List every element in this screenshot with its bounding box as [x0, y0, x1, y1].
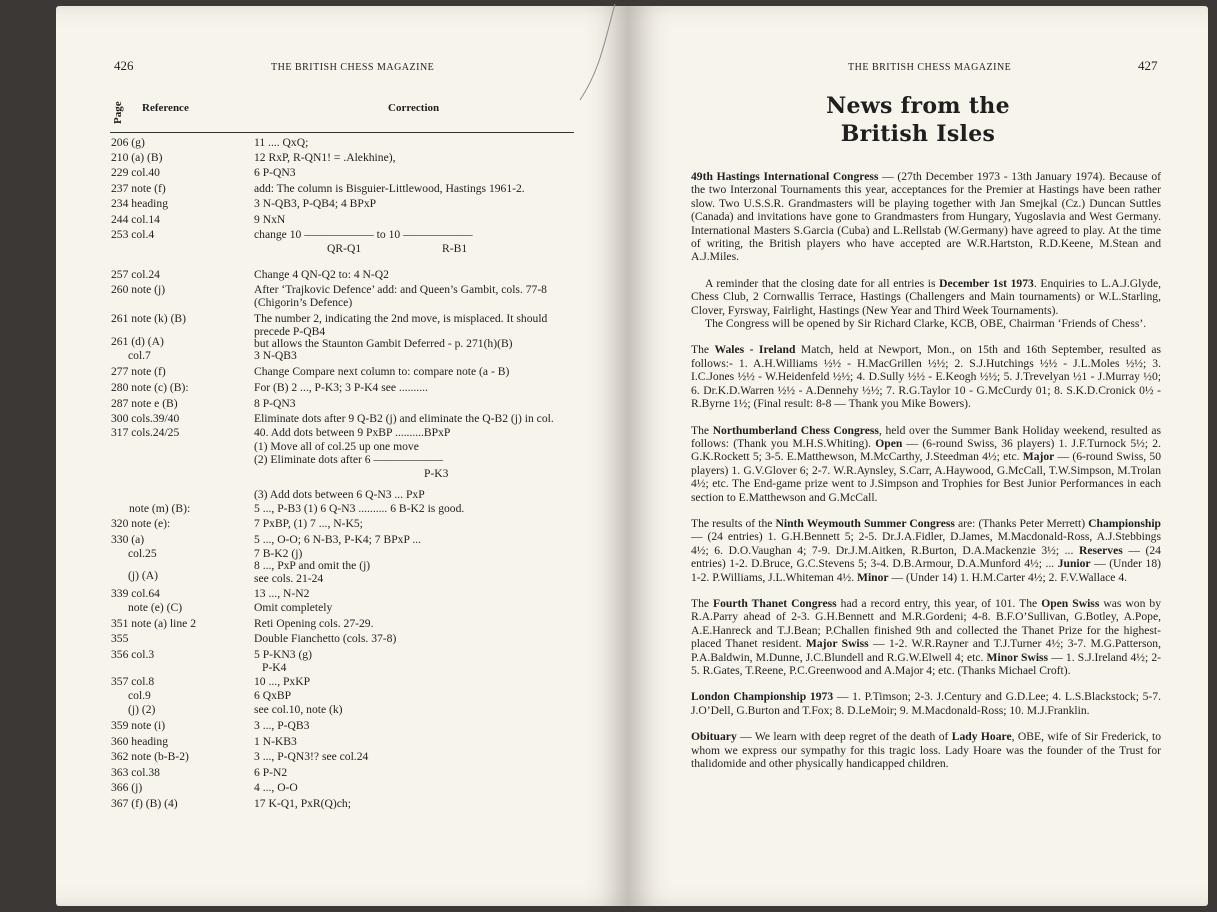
- article-text: — (27th December 1973 - 13th January 1974). Because of the two Interzonal Tournaments this year, acceptances for the Premier at Hastings have been rather slow. Two U.S.S.R. Grandmasters will be playing together with Jan Smejkal (Cz.) Duncan Suttles (Canada) and invitations have gone to Grandmasters from Hungary, Yugoslavia and West Germany. International Masters S.Garcia (Cuba) and L.Rellstab (W.Germany) have agreed to play. At the time of writing, the British players who have accepted are W.R.Hartston, R.D.Keene, M.Stean and A.J.Miles.: [691, 170, 1161, 264]
- correction-entry: precede P-QB4: [254, 325, 326, 338]
- correction-entry: 13 ..., N-N2: [254, 587, 310, 600]
- reference-entry: 244 col.14: [111, 213, 160, 226]
- correction-entry: 40. Add dots between 9 PxBP ..........BPxP: [254, 426, 451, 439]
- reference-entry: col.25: [128, 547, 157, 560]
- column-header-correction: Correction: [388, 102, 440, 114]
- correction-entry: Change Compare next column to: compare note (a - B): [254, 365, 510, 378]
- article-heading: Ninth Weymouth Summer Congress: [775, 516, 955, 530]
- reference-entry: 210 (a) (B): [111, 151, 163, 164]
- news-articles: [691, 170, 1161, 783]
- article-northumberland: [691, 424, 1161, 504]
- article-weymouth: [691, 517, 1161, 584]
- section-label: Junior: [1057, 557, 1091, 571]
- correction-entry: 9 NxN: [254, 213, 286, 226]
- running-head: THE BRITISH CHESS MAGAZINE: [848, 62, 1012, 73]
- correction-entry: change 10 —————— to 10 ——————: [254, 228, 473, 241]
- correction-entry: P-K4: [262, 661, 287, 674]
- page-title: [628, 92, 1208, 148]
- left-page: [56, 6, 628, 906]
- article-heading: Obituary: [691, 730, 737, 744]
- right-page: [628, 6, 1208, 906]
- column-header-page: Page: [112, 101, 124, 124]
- correction-entry: 12 RxP, R-QN1! = .Alekhine),: [254, 151, 396, 164]
- article-text: — (24 entries) 1. G.H.Bennett 5; 2-5. Dr.J.A.Fidler, D.James, M.Macdonald-Ross, A.J.Stebbings 4½; 6. D.O.Vaughan 4; 7-9. Dr.J.M.Aitken, R.Burton, D.A.Mackenzie 3½; ...: [691, 530, 1161, 557]
- reference-entry: 261 note (k) (B): [111, 312, 187, 325]
- section-label: Reserves: [1078, 543, 1123, 557]
- article-text: was won by R.A.Parry ahead of 2-3. G.H.Bennett and M.R.Gordeni; 4-8. B.F.O’Sullivan, G.Botley, A.Pope, A.E.Hanreck and T.J.Bean; P.Challen finished 9th and collected the Thanet Prize for the highest-placed Thanet resident.: [691, 596, 1161, 651]
- article-text: . Enquiries to L.A.J.Glyde, Chess Club, 2 Cornwallis Terrace, Hastings (Challengers and Main tournaments) or W.L.Starling, Clover, Fyrsway, Fairlight, Hastings (New Year and Third Week Tournaments).: [691, 276, 1161, 317]
- article-text: had a record entry, this year, of 101. The: [836, 596, 1042, 610]
- correction-entry: 7 PxBP, (1) 7 ..., N-K5;: [254, 517, 363, 530]
- article-text: — We learn with deep regret of the death of: [736, 730, 952, 744]
- reference-entry: (j) (A): [128, 569, 158, 582]
- correction-entry: 3 ..., P-QN3!? see col.24: [254, 750, 369, 763]
- section-label: Championship: [1088, 516, 1161, 530]
- article-hastings-opening: [691, 317, 1161, 330]
- correction-entry: (3) Add dots between 6 Q-N3 ... PxP: [254, 488, 425, 501]
- column-header-reference: Reference: [142, 102, 189, 114]
- reference-entry: 363 col.38: [111, 766, 160, 779]
- reference-entry: 320 note (e):: [111, 517, 171, 530]
- reference-entry: 237 note (f): [111, 182, 166, 195]
- correction-entry: 5 P-KN3 (g): [254, 648, 312, 661]
- correction-entry: see cols. 21-24: [254, 572, 324, 585]
- correction-entry: 6 QxBP: [254, 689, 292, 702]
- reference-entry: 339 col.64: [111, 587, 160, 600]
- article-text: , OBE, wife of Sir Frederick, to whom we express our sympathy for this tragic loss. Lady Hoare was the founder of the Trust for thalidomide and other physically handicapped children.: [691, 730, 1161, 771]
- correction-entry: see col.10, note (k): [254, 703, 343, 716]
- correction-entry: 10 ..., PxKP: [254, 675, 311, 688]
- correction-entry: QR-Q1: [327, 242, 362, 255]
- article-heading: Northumberland Chess Congress: [712, 423, 879, 437]
- article-text: The: [691, 343, 715, 357]
- page-number: 426: [114, 58, 134, 73]
- correction-entry: The number 2, indicating the 2nd move, is misplaced. It should: [254, 312, 548, 325]
- section-label: Minor Swiss: [986, 650, 1049, 664]
- reference-entry: 360 heading: [111, 735, 168, 748]
- correction-entry: 8 P-QN3: [254, 397, 296, 410]
- article-text: A reminder that the closing date for all entries is: [705, 276, 940, 290]
- reference-entry: 356 col.3: [111, 648, 155, 661]
- reference-entry: 351 note (a) line 2: [111, 617, 196, 630]
- article-text: — 1-2. W.R.Rayner and T.J.Turner 4½; 3-7. M.G.Patterson, P.A.Baldwin, M.Dunne, J.C.Blundell and R.G.W.Elwell 4; etc.: [691, 637, 1161, 664]
- article-hastings-reminder: [691, 277, 1161, 317]
- article-obituary: [691, 730, 1161, 770]
- reference-entry: 366 (j): [111, 781, 143, 794]
- reference-entry: (j) (2): [128, 703, 156, 716]
- reference-entry: col.7: [128, 349, 151, 362]
- section-label: Open Swiss: [1041, 596, 1100, 610]
- correction-entry: 1 N-KB3: [254, 735, 297, 748]
- correction-entry: (Chigorin’s Defence): [254, 296, 353, 309]
- correction-entry: (1) Move all of col.25 up one move: [254, 440, 419, 453]
- article-text: — 1. P.Timson; 2-3. J.Century and G.D.Lee; 4. L.S.Blackstock; 5-7. J.O’Dell, G.Burton and T.Fox; 8. D.LeMoir; 9. M.Macdonald-Ross; 10. M.J.Franklin.: [691, 690, 1161, 717]
- correction-entry: 8 ..., PxP and omit the (j): [254, 559, 371, 572]
- article-london: [691, 690, 1161, 717]
- section-label: Minor: [857, 570, 889, 584]
- correction-entry: add: The column is Bisguier-Littlewood, Hastings 1961-2.: [254, 182, 525, 195]
- correction-entry: 4 ..., O-O: [254, 781, 298, 794]
- reference-entry: 287 note e (B): [111, 397, 178, 410]
- article-text: The: [691, 596, 714, 610]
- reference-entry: 229 col.40: [111, 166, 160, 179]
- correction-entry: but allows the Staunton Gambit Deferred - p. 271(h)(B): [254, 337, 513, 350]
- correction-entry: 3 N-QB3, P-QB4; 4 BPxP: [254, 197, 377, 210]
- reference-entry: 280 note (c) (B):: [111, 381, 189, 394]
- correction-entry: After ‘Trajkovic Defence’ add: and Queen’s Gambit, cols. 77-8: [254, 283, 547, 296]
- running-head: THE BRITISH CHESS MAGAZINE: [271, 62, 435, 73]
- article-text: — (6-round Swiss, 50 players) 1. G.V.Glover 6; 2-7. W.R.Aynsley, S.Carr, A.Haywood, G.McCall, T.W.Simpson, M.Trolan 4½; etc. The End-game prize went to J.Simpson and Trophies for Best Junior Performances in each section to E.Matthewson and G.McCall.: [691, 450, 1161, 504]
- correction-entry: 6 P-QN3: [254, 166, 296, 179]
- article-text: The results of the: [691, 516, 776, 530]
- reference-entry: note (m) (B):: [129, 502, 191, 515]
- correction-entry: For (B) 2 ..., P-K3; 3 P-K4 see ..........: [254, 381, 428, 394]
- reference-entry: 359 note (i): [111, 719, 166, 732]
- correction-entry: 5 ..., P-B3 (1) 6 Q-N3 .......... 6 B-K2 is good.: [254, 502, 465, 515]
- reference-entry: 317 cols.24/25: [111, 426, 180, 439]
- article-text: The Congress will be opened by Sir Richard Clarke, KCB, OBE, Chairman ‘Friends of Chess’.: [705, 317, 1147, 331]
- article-text: — (6-round Swiss, 36 players) 1. J.F.Turnock 5½; 2. G.K.Rockett 5; 3-5. E.Matthewson, M.McCarthy, J.Steedman 4½; etc.: [691, 436, 1161, 464]
- correction-entry: Change 4 QN-Q2 to: 4 N-Q2: [254, 268, 389, 281]
- correction-entry: Omit completely: [254, 601, 333, 614]
- article-text: are: (Thanks Peter Merrett): [954, 516, 1089, 530]
- reference-entry: 234 heading: [111, 197, 168, 210]
- reference-entry: 300 cols.39/40: [111, 412, 180, 425]
- correction-entry: P-K3: [424, 467, 449, 480]
- article-heading: 49th Hastings International Congress: [691, 170, 879, 183]
- correction-entry: 5 ..., O-O; 6 N-B3, P-K4; 7 BPxP ...: [254, 533, 422, 546]
- article-text: The: [691, 423, 713, 437]
- article-heading: London Championship 1973: [691, 690, 834, 704]
- correction-entry: 17 K-Q1, PxR(Q)ch;: [254, 797, 351, 810]
- correction-entry: R-B1: [442, 242, 468, 255]
- article-hastings: [691, 170, 1161, 264]
- reference-entry: 362 note (b-B-2): [111, 750, 189, 763]
- reference-entry: 357 col.8: [111, 675, 155, 688]
- reference-entry: 260 note (j): [111, 283, 166, 296]
- section-label: Major Swiss: [805, 637, 869, 651]
- reference-entry: 355: [111, 632, 129, 645]
- reference-entry: 277 note (f): [111, 365, 166, 378]
- title-line: News from the: [826, 93, 1010, 119]
- article-text: Match, held at Newport, Mon., on 15th and 16th September, resulted as follows:- 1. A.H.Williams ½½ - H.MacGrillen ½½; 2. S.J.Hutchings ½½ - J.L.Moles ½½; 3. I.C.Jones ½½ - W.Heidenfeld ½½; 4. D.Sully ½½ - E.Keogh ½½; 5. J.Trevelyan ½1 - J.Murray ½0; 6. Dr.K.D.Warren ½½ - A.Dennehy ½½; 7. R.G.Taylor 10 - G.McCurdy 01; 8. S.K.D.Cronick 0½ - R.Byrne 1½; (Final result: 8-8 — Thank you Mike Bowers).: [691, 343, 1161, 411]
- reference-entry: 257 col.24: [111, 268, 160, 281]
- reference-entry: 206 (g): [111, 136, 145, 149]
- pencil-mark: [560, 0, 620, 110]
- correction-entry: Double Fianchetto (cols. 37-8): [254, 632, 397, 645]
- page-number: 427: [1138, 58, 1158, 73]
- article-heading: Fourth Thanet Congress: [713, 596, 837, 610]
- correction-entry: Reti Opening cols. 27-29.: [254, 617, 374, 630]
- article-text: — (24 entries) 1-2. D.Bruce, G.C.Stevens 5; 3-4. D.B.Armour, D.A.Munford 4½; ...: [691, 543, 1161, 571]
- correction-entry: 3 ..., P-QB3: [254, 719, 310, 732]
- article-text: , held over the Summer Bank Holiday weekend, resulted as follows: (Thank you M.H.S.Whiting).: [691, 423, 1161, 450]
- section-label: Open: [875, 436, 903, 450]
- reference-entry: 367 (f) (B) (4): [111, 797, 178, 810]
- header-rule: [110, 132, 574, 133]
- correction-entry: 6 P-N2: [254, 766, 288, 779]
- obituary-name: Lady Hoare: [951, 730, 1012, 744]
- reference-entry: 253 col.4: [111, 228, 155, 241]
- article-thanet: [691, 597, 1161, 677]
- correction-entry: (2) Eliminate dots after 6 ——————: [254, 453, 444, 466]
- section-label: Major: [1022, 450, 1055, 464]
- reference-entry: col.9: [128, 689, 151, 702]
- correction-entry: Eliminate dots after 9 Q-B2 (j) and eliminate the Q-B2 (j) in col.: [254, 412, 554, 425]
- reference-entry: note (e) (C): [128, 601, 183, 614]
- correction-entry: 11 .... QxQ;: [254, 136, 309, 149]
- correction-entry: 7 B-K2 (j): [254, 547, 303, 560]
- article-text: — 1. S.J.Ireland 4½; 2-5. R.Gates, T.Reene, P.C.Greenwood and A.Major 4; etc. (Thanks Michael Croft).: [691, 650, 1161, 677]
- article-heading: Wales - Ireland: [714, 343, 796, 357]
- article-wales-ireland: [691, 343, 1161, 410]
- article-text: — (Under 14) 1. H.M.Carter 4½; 2. F.V.Wallace 4.: [888, 570, 1128, 584]
- title-line: British Isles: [840, 121, 996, 147]
- closing-date: December 1st 1973: [939, 276, 1034, 290]
- correction-entry: 3 N-QB3: [254, 349, 297, 362]
- reference-entry: 330 (a): [111, 533, 145, 546]
- article-text: — (Under 18) 1-2. P.Williams, J.L.Whiteman 4½.: [691, 557, 1161, 584]
- reference-entry: 261 (d) (A): [111, 335, 164, 348]
